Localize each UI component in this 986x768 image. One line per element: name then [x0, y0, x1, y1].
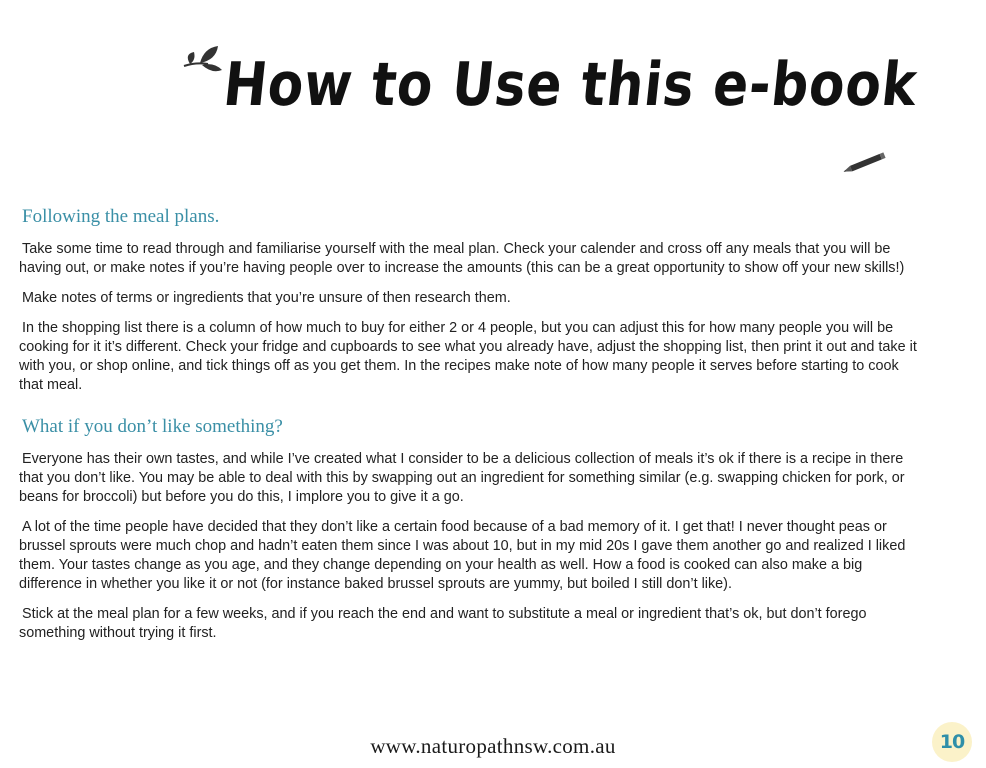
website-url: www.naturopathnsw.com.au — [370, 734, 616, 758]
page-number-badge — [932, 722, 972, 762]
paragraph: Take some time to read through and familiarise yourself with the meal plan. Check your calender and cross off any meals that you will be having out, or make notes if you’re having people over to increase the amounts (this can be a great opportunity to show off your new skills!) — [19, 241, 905, 276]
leaf-icon — [182, 44, 226, 76]
paragraph: Everyone has their own tastes, and while I’ve created what I consider to be a delicious collection of meals it’s ok if there is a recipe in there that you don’t like. You may be able to deal with this by swapping out an ingredient for something similar (e.g. swapping chicken for pork, or beans for broccoli) but before you do this, I implore you to give it a go. — [19, 451, 905, 505]
section-dislike — [19, 416, 919, 643]
page-number: 10 — [939, 731, 965, 753]
pencil-icon — [840, 150, 890, 176]
paragraph: Make notes of terms or ingredients that you’re unsure of then research them. — [22, 290, 511, 306]
content — [19, 206, 919, 654]
paragraph: In the shopping list there is a column of how much to buy for either 2 or 4 people, but you can adjust this for how many people you will be cooking for it it’s different. Check your fridge and cupboards to see what you already have, adjust the shopping list, then print it out and take it with you, or shop online, and tick things off as you get them. In the recipes make note of how many people it serves before starting to cook that meal. — [19, 320, 917, 393]
section-heading: What if you don’t like something? — [22, 416, 283, 437]
paragraph: Stick at the meal plan for a few weeks, and if you reach the end and want to substitute a meal or ingredient that’s ok, but don’t forego something without trying it first. — [19, 606, 867, 641]
paragraph: A lot of the time people have decided that they don’t like a certain food because of a bad memory of it. I get that! I never thought peas or brussel sprouts were much chop and hadn’t eaten them since I was about 10, but in my mid 20s I gave them another go and realized I liked them. Your tastes change as you age, and they change depending on your health as well. How a food is cooked can also make a big difference in whether you like it or not (for instance baked brussel sprouts are yummy, but boiled I still don’t like). — [19, 519, 906, 592]
page-title: How to Use this e-book — [220, 50, 921, 120]
section-meal-plans — [19, 206, 919, 395]
section-heading: Following the meal plans. — [22, 206, 220, 227]
